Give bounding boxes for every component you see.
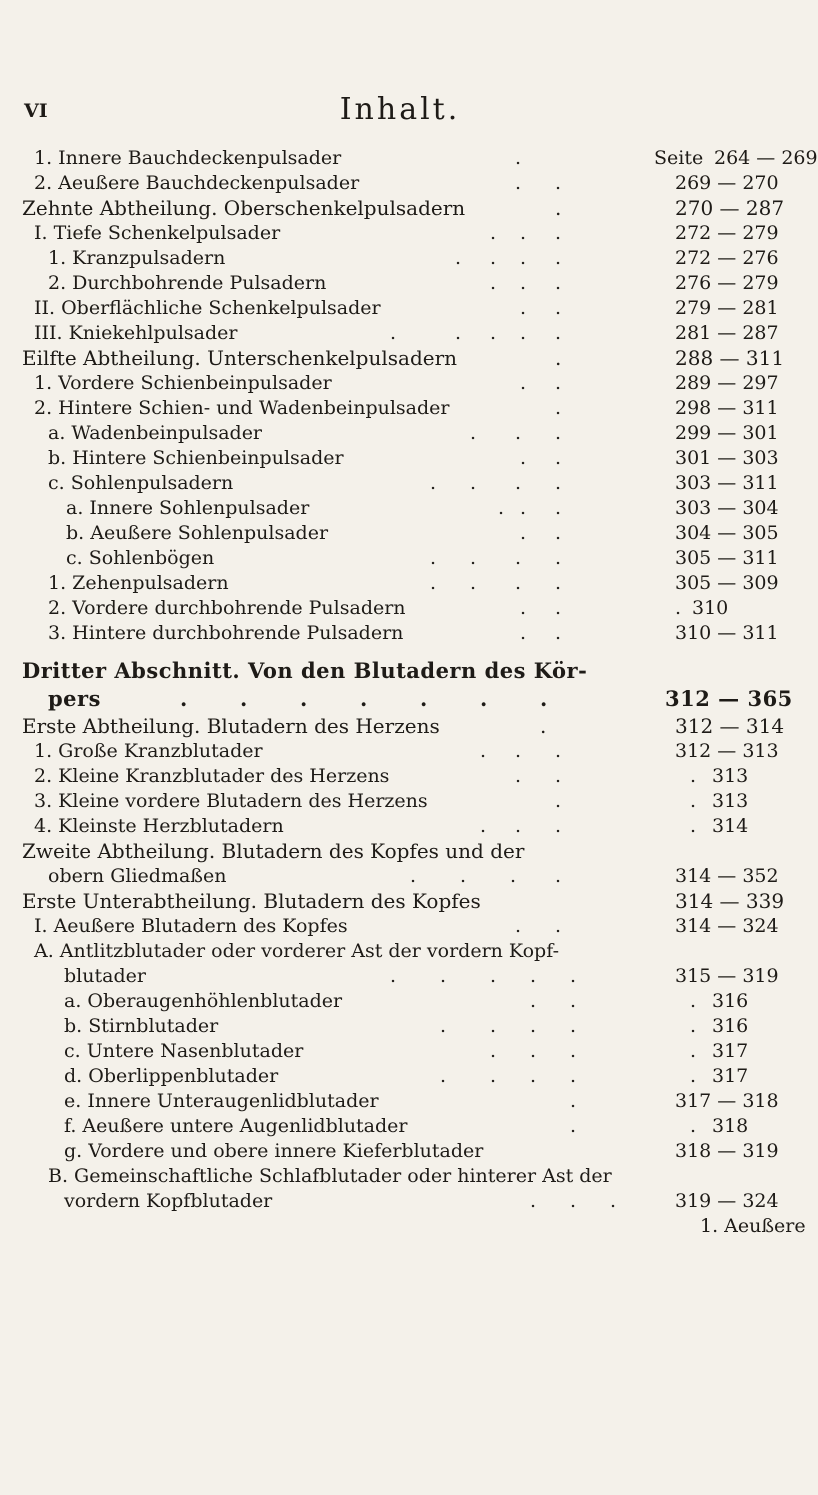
toc-entry-label: 4. Kleinste Herzblutadern [34,815,284,837]
toc-entry-label: f. Aeußere untere Augenlidblutader [64,1115,408,1137]
toc-entry-pages: 272 — 279 [675,222,779,244]
toc-entry [0,938,800,965]
toc-entry: c. Sohlenpulsadern . . . . 303 — 311 [0,470,800,497]
toc-entry: blutader . . . . . 315 — 319 [0,963,800,990]
toc-entry-label: 2. Durchbohrende Pulsadern [48,272,327,294]
toc-entry-label: 1. Zehenpulsadern [48,572,229,594]
toc-section-heading [0,838,800,865]
catchword-row [0,1213,806,1240]
toc-entry-label: 2. Kleine Kranzblutader des Herzens [34,765,390,787]
toc-entry-label: b. Aeußere Sohlenpulsader [66,522,329,544]
toc-entry-label: Zweite Abtheilung. Blutadern des Kopfes und der [22,839,525,863]
toc-entry-label: vordern Kopfblutader [64,1190,273,1212]
toc-entry: 2. Vordere durchbohrende Pulsadern . . . 310 [0,595,800,622]
toc-entry: b. Aeußere Sohlenpulsader . . 304 — 305 [0,520,800,547]
toc-entry: a. Wadenbeinpulsader . . . 299 — 301 [0,420,800,447]
toc-entry-pages: 315 — 319 [675,965,779,987]
toc-entry-label: 3. Kleine vordere Blutadern des Herzens [34,790,428,812]
toc-entry-label: c. Untere Nasenblutader [64,1040,304,1062]
toc-entry: obern Gliedmaßen . . . . 314 — 352 [0,863,800,890]
toc-entry: 2. Kleine Kranzblutader des Herzens . . . 313 [0,763,800,790]
toc-entry: b. Hintere Schienbeinpulsader . . 301 — 303 [0,445,800,472]
toc-entry-pages: 312 — 365 [665,686,793,711]
toc-entry: 1. Zehenpulsadern . . . . 305 — 309 [0,570,800,597]
running-title: Inhalt. [339,92,461,127]
toc-entry-pages: 317 — 318 [675,1090,779,1112]
toc-subsection-heading [0,888,800,915]
toc-entry-label: g. Vordere und obere innere Kieferblutader [64,1140,484,1162]
toc-entry: 2. Durchbohrende Pulsadern . . . 276 — 279 [0,270,800,297]
page-header [0,92,800,132]
toc-entry-label: Erste Abtheilung. Blutadern des Herzens [22,714,440,738]
toc-entry-label: blutader [64,965,146,987]
toc-entry-pages: 276 — 279 [675,272,779,294]
toc-section-heading: Zehnte Abtheilung. Oberschenkelpulsadern . 270 — 287 [22,196,785,220]
toc-entry: 1. Vordere Schienbeinpulsader . . 289 — 297 [0,370,800,397]
toc-entry: 2. Aeußere Bauchdeckenpulsader . . 269 — 270 [0,170,800,197]
toc-entry-label: Dritter Abschnitt. Von den Blutadern des Kör- [22,658,588,683]
toc-entry-pages: 317 [712,1040,749,1062]
toc-entry: e. Innere Unteraugenlidblutader . 317 — 318 [0,1088,800,1115]
toc-entry: I. Aeußere Blutadern des Kopfes . . 314 — 324 [0,913,800,940]
toc-entry-label: I. Aeußere Blutadern des Kopfes [34,915,348,937]
toc-entry: 1. Kranzpulsadern . . . . 272 — 276 [0,245,800,272]
toc-entry-pages: 310 — 311 [675,622,779,644]
toc-entry-pages: 264 — 269 [714,147,818,169]
toc-entry-pages: 303 — 304 [675,497,779,519]
toc-entry-pages: 299 — 301 [675,422,779,444]
toc-section-heading: Erste Abtheilung. Blutadern des Herzens . 312 — 314 [22,714,785,738]
toc-entry-pages: 305 — 309 [675,572,779,594]
toc-entry: c. Sohlenbögen . . . . 305 — 311 [0,545,800,572]
toc-entry-label: A. Antlitzblutader oder vorderer Ast der vordern Kopf- [34,940,559,962]
toc-entry-label: 2. Vordere durchbohrende Pulsadern [48,597,406,619]
toc-entry-label: 3. Hintere durchbohrende Pulsadern [48,622,404,644]
toc-entry-label: II. Oberflächliche Schenkelpulsader [34,297,381,319]
toc-entry-pages: 281 — 287 [675,322,779,344]
toc-entry: I. Tiefe Schenkelpulsader . . . 272 — 279 [0,220,800,247]
toc-entry-pages: 314 — 339 [675,889,785,913]
toc-entry-pages: 316 [712,1015,749,1037]
toc-entry: c. Untere Nasenblutader . . . . 317 [0,1038,800,1065]
toc-chapter-heading-cont: pers . . . . . . . 312 — 365 [48,686,793,711]
toc-entry: a. Innere Sohlenpulsader . . . 303 — 304 [0,495,800,522]
toc-entry: a. Oberaugenhöhlenblutader . . . 316 [0,988,800,1015]
toc-entry-label: III. Kniekehlpulsader [34,322,238,344]
toc-entry-pages: 301 — 303 [675,447,779,469]
toc-entry-pages: 313 [712,765,749,787]
toc-entry-label: 2. Hintere Schien- und Wadenbeinpulsader [34,397,450,419]
toc-entry-label: B. Gemeinschaftliche Schlafblutader oder hinterer Ast der [48,1165,612,1187]
toc-entry: vordern Kopfblutader . . . 319 — 324 [0,1188,800,1215]
toc-entry-label: a. Innere Sohlenpulsader [66,497,310,519]
toc-chapter-heading [0,657,800,684]
toc-entry-pages: 314 — 352 [675,865,779,887]
toc-entry-pages: 269 — 270 [675,172,779,194]
toc-entry-pages: 270 — 287 [675,196,785,220]
toc-entry-label: c. Sohlenbögen [66,547,215,569]
toc-entry: 1. Innere Bauchdeckenpulsader . Seite 264 — 269 [0,145,800,172]
toc-entry-pages: 310 [692,597,729,619]
toc-entry-label: 1. Innere Bauchdeckenpulsader [34,147,342,169]
toc-entry: II. Oberflächliche Schenkelpulsader . . 279 — 281 [0,295,800,322]
toc-entry: 2. Hintere Schien- und Wadenbeinpulsader . 298 — 311 [0,395,800,422]
toc-entry-label: c. Sohlenpulsadern [48,472,234,494]
toc-entry-pages: 272 — 276 [675,247,779,269]
toc-entry-pages: 317 [712,1065,749,1087]
toc-entry-label: a. Wadenbeinpulsader [48,422,263,444]
toc-entry-pages: 298 — 311 [675,397,779,419]
toc-entry-pages: 313 [712,790,749,812]
toc-entry-pages: 289 — 297 [675,372,779,394]
page-number: VI [24,100,48,122]
catchword: 1. Aeußere [700,1215,806,1237]
toc-entry-label: 1. Kranzpulsadern [48,247,226,269]
toc-entry: d. Oberlippenblutader . . . . . 317 [0,1063,800,1090]
toc-entry-pages: 318 [712,1115,749,1137]
toc-entry-label: a. Oberaugenhöhlenblutader [64,990,343,1012]
toc-entry-label: Zehnte Abtheilung. Oberschenkelpulsadern [22,196,466,220]
toc-entry-pages: 312 — 313 [675,740,779,762]
toc-entry-pages: 316 [712,990,749,1012]
toc-entry: f. Aeußere untere Augenlidblutader . . 318 [0,1113,800,1140]
toc-entry-label: b. Stirnblutader [64,1015,219,1037]
toc-entry-pages: 279 — 281 [675,297,779,319]
toc-entry [0,1163,800,1190]
toc-entry: 4. Kleinste Herzblutadern . . . . 314 [0,813,800,840]
toc-entry-pages: 318 — 319 [675,1140,779,1162]
toc-entry-label: 1. Große Kranzblutader [34,740,263,762]
toc-section-heading: Eilfte Abtheilung. Unterschenkelpulsadern . 288 — 311 [22,346,785,370]
toc-entry: 3. Kleine vordere Blutadern des Herzens . . 313 [0,788,800,815]
toc-entry-pages: 314 [712,815,749,837]
toc-entry-label: Eilfte Abtheilung. Unterschenkelpulsadern [22,346,458,370]
toc-entry-label: 2. Aeußere Bauchdeckenpulsader [34,172,360,194]
toc-entry-pages: 303 — 311 [675,472,779,494]
toc-entry-label: I. Tiefe Schenkelpulsader [34,222,281,244]
toc-entry-pages: 314 — 324 [675,915,779,937]
toc-entry-label: b. Hintere Schienbeinpulsader [48,447,344,469]
toc-entry: 1. Große Kranzblutader . . . 312 — 313 [0,738,800,765]
toc-entry-pages: 305 — 311 [675,547,779,569]
toc-entry-pages: 319 — 324 [675,1190,779,1212]
toc-entry-label: obern Gliedmaßen [48,865,227,887]
toc-entry-label: pers [48,686,101,711]
toc-entry-pages: 304 — 305 [675,522,779,544]
toc-entry-pages: 288 — 311 [675,346,785,370]
toc-entry: 3. Hintere durchbohrende Pulsadern . . 310 — 311 [0,620,800,647]
toc-entry-pages: 312 — 314 [675,714,785,738]
toc-entry-label: d. Oberlippenblutader [64,1065,279,1087]
toc-entry-label: Erste Unterabtheilung. Blutadern des Kopfes [22,889,481,913]
toc-entry-label: e. Innere Unteraugenlidblutader [64,1090,379,1112]
toc-entry: b. Stirnblutader . . . . . 316 [0,1013,800,1040]
toc-entry: III. Kniekehlpulsader . . . . . 281 — 287 [0,320,800,347]
seite-label: Seite [654,147,704,169]
toc-entry-label: 1. Vordere Schienbeinpulsader [34,372,332,394]
toc-entry [0,1138,800,1165]
